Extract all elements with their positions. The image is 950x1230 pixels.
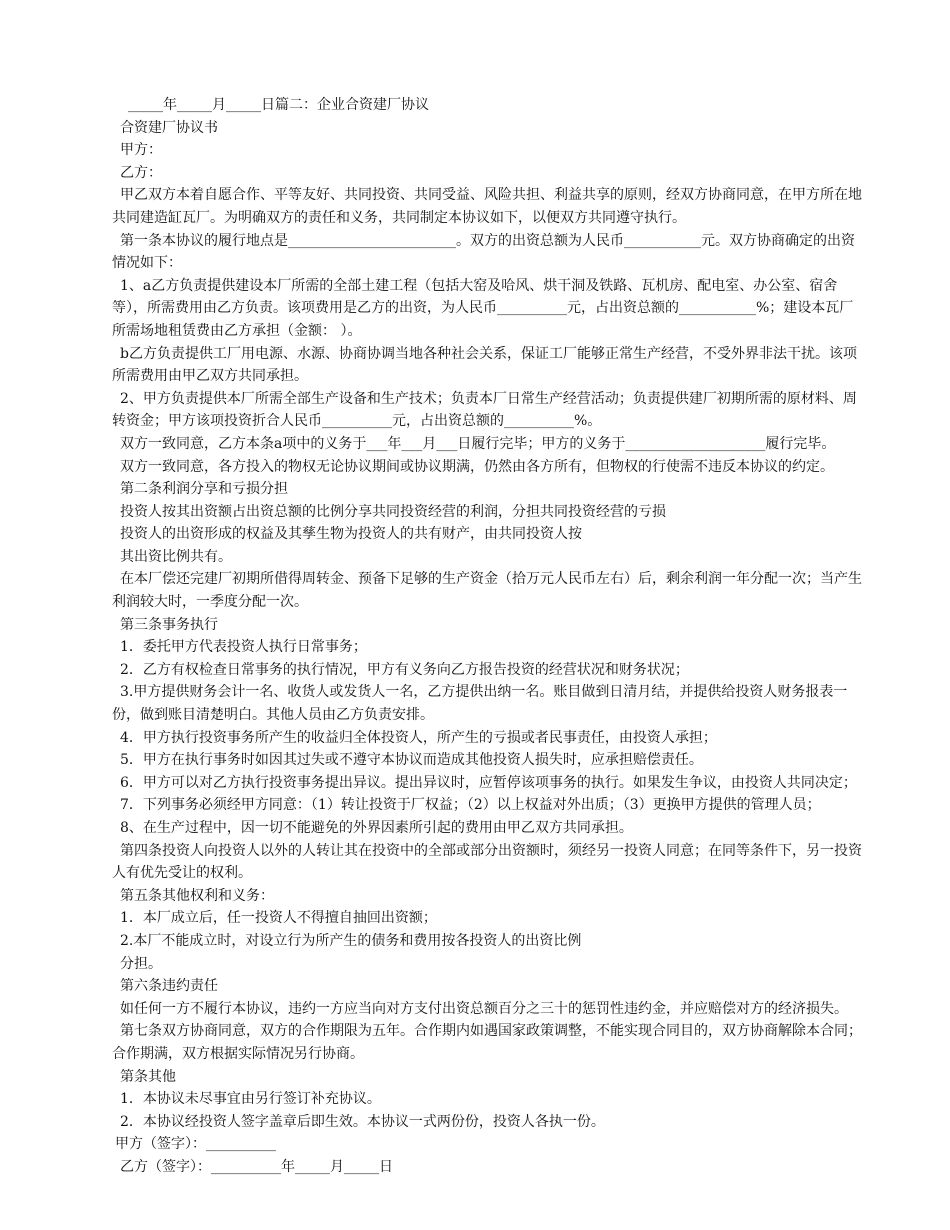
other-articles-heading: 第条其他 <box>120 1068 176 1085</box>
agreement-document <box>112 94 865 1179</box>
article-5-heading: 第五条其他权利和义务： <box>120 887 274 904</box>
article-3-item-8: 8、在生产过程中，因一切不能避免的外界因素所引起的费用由甲乙双方共同承担。 <box>120 820 633 836</box>
article-2-heading: 第二条利润分享和亏损分担 <box>120 481 288 498</box>
article-3-item-2: 2．乙方有权检查日常事务的执行情况，甲方有义务向乙方报告投资的经营状况和财务状况； <box>120 661 689 678</box>
other-item-2: 2．本协议经投资人签字盖章后即生效。本协议一式两份份，投资人各执一份。 <box>120 1113 605 1130</box>
article-6-paragraph: 如任何一方不履行本协议，违约一方应当向对方支付出资总额百分之三十的惩罚性违约金，并应赔偿对方的经济损失。 <box>120 1000 848 1017</box>
party-b-signature: 乙方（签字）：__________年_____月_____日 <box>120 1158 393 1175</box>
article-5-item-2-cont: 分担。 <box>120 955 162 972</box>
article-3-item-4: 4．甲方执行投资事务所产生的收益归全体投资人，所产生的亏损或者民事责任，由投资人承担； <box>120 729 717 746</box>
article-1-item-1b: b乙方负责提供工厂用电源、水源、协商协调当地各种社会关系，保证工厂能够正常生产经营，不受外界非法干扰。该项所需费用由甲乙双方共同承担。 <box>112 345 857 385</box>
article-3-item-6: 6．甲方可以对乙方执行投资事务提出异议。提出异议时，应暂停该项事务的执行。如果发生争议，由投资人共同决定； <box>120 774 857 791</box>
article-3-item-1: 1．委托甲方代表投资人执行日常事务； <box>120 639 367 656</box>
article-1-item-2: 2、甲方负责提供本厂所需全部生产设备和生产技术；负责本厂日常生产经营活动；负责提供建厂初期所需的原材料、周转资金；甲方该项投资折合人民币__________元，占出资总额的__________%。 <box>112 390 857 430</box>
article-1-property-paragraph: 双方一致同意，各方投入的物权无论协议期间或协议期满，仍然由各方所有，但物权的行使需不违反本协议的约定。 <box>120 458 834 475</box>
article-5-item-1: 1．本厂成立后，任一投资人不得擅自抽回出资额； <box>120 910 437 927</box>
party-b-line: 乙方： <box>120 164 162 181</box>
preamble-paragraph: 甲乙双方本着自愿合作、平等友好、共同投资、共同受益、风险共担、利益共享的原则，经双方协商同意，在甲方所在地共同建造缸瓦厂。为明确双方的责任和义务，共同制定本协议如下，以便双方共同遵守执行。 <box>112 187 862 226</box>
article-2-distribution-paragraph: 在本厂偿还完建厂初期所借得周转金、预备下足够的生产资金（拾万元人民币左右）后，剩余利润一年分配一次；当产生利润较大时，一季度分配一次。 <box>112 571 862 611</box>
party-a-line: 甲方： <box>120 142 162 159</box>
article-4-paragraph: 第四条投资人向投资人以外的人转让其在投资中的全部或部分出资额时，须经另一投资人同意；在同等条件下，另一投资人有优先受让的权利。 <box>112 842 862 882</box>
article-1-deadline-paragraph: 双方一致同意，乙方本条a项中的义务于___年___月___日履行完毕；甲方的义务于____________________履行完毕。 <box>120 435 836 452</box>
article-2-line-1: 投资人按其出资额占出资总额的比例分享共同投资经营的利润，分担共同投资经营的亏损 <box>120 503 666 520</box>
article-5-item-2: 2.本厂不能成立时，对设立行为所产生的债务和费用按各投资人的出资比例 <box>120 932 582 949</box>
party-a-signature: 甲方（签字）：__________ <box>115 1136 276 1153</box>
article-3-item-3: 3.甲方提供财务会计一名、收货人或发货人一名，乙方提供出纳一名。账目做到日清月结，并提供给投资人财务报表一份，做到账目清楚明白。其他人员由乙方负责安排。 <box>112 684 848 724</box>
agreement-title: 合资建厂协议书 <box>120 119 218 136</box>
article-1-item-1a: 1、a乙方负责提供建设本厂所需的全部土建工程（包括大窑及哈风、烘干洞及铁路、瓦机房、配电室、办公室、宿舍等），所需费用由乙方负责。该项费用是乙方的出资，为人民币__________元，占出资总额的___________%；建设本瓦厂所需场地租赁费由乙方承担（金额： ）。 <box>112 277 854 339</box>
article-2-line-3: 其出资比例共有。 <box>120 548 232 565</box>
article-7-paragraph: 第七条双方协商同意，双方的合作期限为五年。合作期内如遇国家政策调整，不能实现合同目的，双方协商解除本合同；合作期满，双方根据实际情况另行协商。 <box>112 1023 862 1062</box>
article-3-item-5: 5．甲方在执行事务时如因其过失或不遵守本协议而造成其他投资人损失时，应承担赔偿责任。 <box>120 752 703 769</box>
article-3-heading: 第三条事务执行 <box>120 616 218 633</box>
article-3-item-7: 7．下列事务必须经甲方同意：（1）转让投资于厂权益；（2）以上权益对外出质；（3）更换甲方提供的管理人员； <box>120 797 821 814</box>
other-item-1: 1．本协议未尽事宜由另行签订补充协议。 <box>120 1091 381 1108</box>
article-6-heading: 第六条违约责任 <box>120 978 218 995</box>
article-2-line-2: 投资人的出资形成的权益及其孳生物为投资人的共有财产，由共同投资人按 <box>120 526 582 543</box>
article-1-paragraph: 第一条本协议的履行地点是________________________。双方的出资总额为人民币___________元。双方协商确定的出资情况如下： <box>112 232 855 272</box>
date-heading: _____年_____月_____日篇二：企业合资建厂协议 <box>128 97 429 113</box>
